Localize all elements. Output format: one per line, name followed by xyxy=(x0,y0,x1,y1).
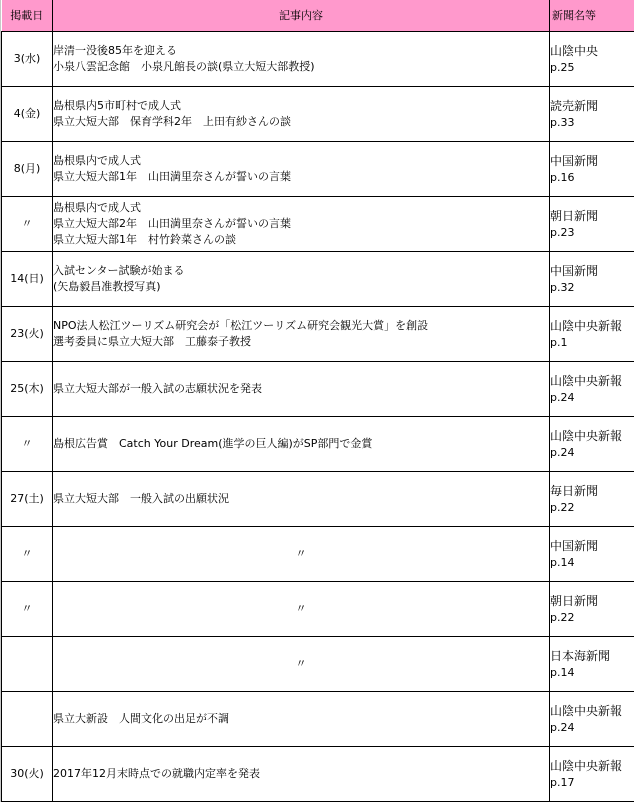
content-line: 県立大短大部 保育学科2年 上田有紗さんの談 xyxy=(53,115,291,128)
table-row xyxy=(2,692,634,747)
paper-cell[interactable] xyxy=(550,747,634,802)
table-row xyxy=(2,252,634,307)
table-row xyxy=(2,527,634,582)
paper-cell[interactable] xyxy=(550,87,634,142)
table-row xyxy=(2,747,634,802)
content-line: 島根県内で成人式 xyxy=(53,201,141,214)
newspaper-articles-table xyxy=(1,0,634,802)
paper-cell[interactable] xyxy=(550,252,634,307)
paper-name: 山陰中央 xyxy=(550,44,599,58)
content-cell-ditto[interactable]: 〃 xyxy=(53,527,550,582)
paper-name: 日本海新聞 xyxy=(550,649,611,663)
paper-name: 中国新聞 xyxy=(550,539,599,553)
content-line: 入試センター試験が始まる xyxy=(53,264,185,277)
content-cell[interactable] xyxy=(53,252,550,307)
content-cell[interactable] xyxy=(53,32,550,87)
paper-cell[interactable] xyxy=(550,417,634,472)
paper-cell[interactable] xyxy=(550,527,634,582)
table-row xyxy=(2,472,634,527)
paper-page: p.16 xyxy=(550,171,575,184)
content-line: 県立大短大部1年 山田満里奈さんが誓いの言葉 xyxy=(53,170,291,183)
paper-name: 山陰中央新報 xyxy=(550,759,623,773)
paper-name: 中国新聞 xyxy=(550,154,599,168)
table-row xyxy=(2,417,634,472)
content-cell[interactable] xyxy=(53,307,550,362)
table-row xyxy=(2,32,634,87)
date-cell[interactable]: 〃 xyxy=(2,197,53,252)
content-line: 島根県内5市町村で成人式 xyxy=(53,99,181,112)
date-cell[interactable] xyxy=(2,637,53,692)
date-cell[interactable]: 25(木) xyxy=(2,362,53,417)
table-row xyxy=(2,582,634,637)
header-row xyxy=(2,0,634,32)
date-cell[interactable]: 23(火) xyxy=(2,307,53,362)
paper-cell[interactable] xyxy=(550,197,634,252)
header-content[interactable]: 記事内容 xyxy=(53,0,550,32)
paper-cell[interactable] xyxy=(550,472,634,527)
content-line: 島根広告賞 Catch Your Dream(進学の巨人編)がSP部門で金賞 xyxy=(53,437,373,450)
paper-page: p.33 xyxy=(550,116,575,129)
paper-name: 山陰中央新報 xyxy=(550,704,623,718)
table-row xyxy=(2,197,634,252)
paper-page: p.24 xyxy=(550,446,575,459)
date-cell[interactable]: 〃 xyxy=(2,527,53,582)
content-line: NPO法人松江ツーリズム研究会が「松江ツーリズム研究会観光大賞」を創設 xyxy=(53,319,429,332)
paper-name: 山陰中央新報 xyxy=(550,319,623,333)
content-cell[interactable] xyxy=(53,747,550,802)
paper-page: p.22 xyxy=(550,611,575,624)
content-cell[interactable] xyxy=(53,417,550,472)
paper-page: p.22 xyxy=(550,501,575,514)
date-cell[interactable]: 8(月) xyxy=(2,142,53,197)
content-line: (矢島毅昌准教授写真) xyxy=(53,280,161,293)
table-row xyxy=(2,362,634,417)
content-line: 島根県内で成人式 xyxy=(53,154,141,167)
content-cell[interactable] xyxy=(53,472,550,527)
paper-cell[interactable] xyxy=(550,32,634,87)
paper-cell[interactable] xyxy=(550,637,634,692)
content-line: 県立大短大部が一般入試の志願状況を発表 xyxy=(53,382,262,395)
header-paper[interactable]: 新聞名等 xyxy=(550,0,634,32)
content-cell[interactable] xyxy=(53,142,550,197)
content-cell[interactable] xyxy=(53,197,550,252)
date-cell[interactable]: 〃 xyxy=(2,582,53,637)
paper-page: p.25 xyxy=(550,61,575,74)
paper-page: p.17 xyxy=(550,776,575,789)
content-cell[interactable] xyxy=(53,362,550,417)
paper-page: p.24 xyxy=(550,721,575,734)
content-line: 2017年12月末時点での就職内定率を発表 xyxy=(53,767,260,780)
content-line: 小泉八雲記念館 小泉凡館長の談(県立大短大部教授) xyxy=(53,60,315,73)
paper-cell[interactable] xyxy=(550,362,634,417)
paper-cell[interactable] xyxy=(550,692,634,747)
paper-name: 山陰中央新報 xyxy=(550,429,623,443)
header-date[interactable]: 掲載日 xyxy=(2,0,53,32)
paper-page: p.24 xyxy=(550,391,575,404)
date-cell[interactable]: 〃 xyxy=(2,417,53,472)
paper-name: 中国新聞 xyxy=(550,264,599,278)
paper-cell[interactable] xyxy=(550,142,634,197)
date-cell[interactable] xyxy=(2,692,53,747)
paper-name: 朝日新聞 xyxy=(550,209,599,223)
content-cell-ditto[interactable]: 〃 xyxy=(53,582,550,637)
content-line: 県立大短大部1年 村竹鈴菜さんの談 xyxy=(53,233,236,246)
paper-page: p.14 xyxy=(550,666,575,679)
content-line: 岸清一没後85年を迎える xyxy=(53,44,177,57)
date-cell[interactable]: 4(金) xyxy=(2,87,53,142)
paper-page: p.23 xyxy=(550,226,575,239)
paper-name: 読売新聞 xyxy=(550,99,599,113)
paper-page: p.1 xyxy=(550,336,568,349)
paper-page: p.32 xyxy=(550,281,575,294)
paper-cell[interactable] xyxy=(550,582,634,637)
content-line: 県立大短大部2年 山田満里奈さんが誓いの言葉 xyxy=(53,217,291,230)
table-row xyxy=(2,307,634,362)
date-cell[interactable]: 3(水) xyxy=(2,32,53,87)
paper-name: 山陰中央新報 xyxy=(550,374,623,388)
content-cell-ditto[interactable]: 〃 xyxy=(53,637,550,692)
paper-name: 毎日新聞 xyxy=(550,484,599,498)
content-line: 県立大短大部 一般入試の出願状況 xyxy=(53,492,229,505)
content-line: 県立大新設 人間文化の出足が不調 xyxy=(53,712,229,725)
paper-page: p.14 xyxy=(550,556,575,569)
date-cell[interactable]: 14(日) xyxy=(2,252,53,307)
content-cell[interactable] xyxy=(53,87,550,142)
date-cell[interactable]: 27(土) xyxy=(2,472,53,527)
paper-name: 朝日新聞 xyxy=(550,594,599,608)
table-row xyxy=(2,142,634,197)
content-line: 選考委員に県立大短大部 工藤泰子教授 xyxy=(53,335,251,348)
table-row xyxy=(2,87,634,142)
date-cell[interactable]: 30(火) xyxy=(2,747,53,802)
paper-cell[interactable] xyxy=(550,307,634,362)
table-row xyxy=(2,637,634,692)
content-cell[interactable] xyxy=(53,692,550,747)
